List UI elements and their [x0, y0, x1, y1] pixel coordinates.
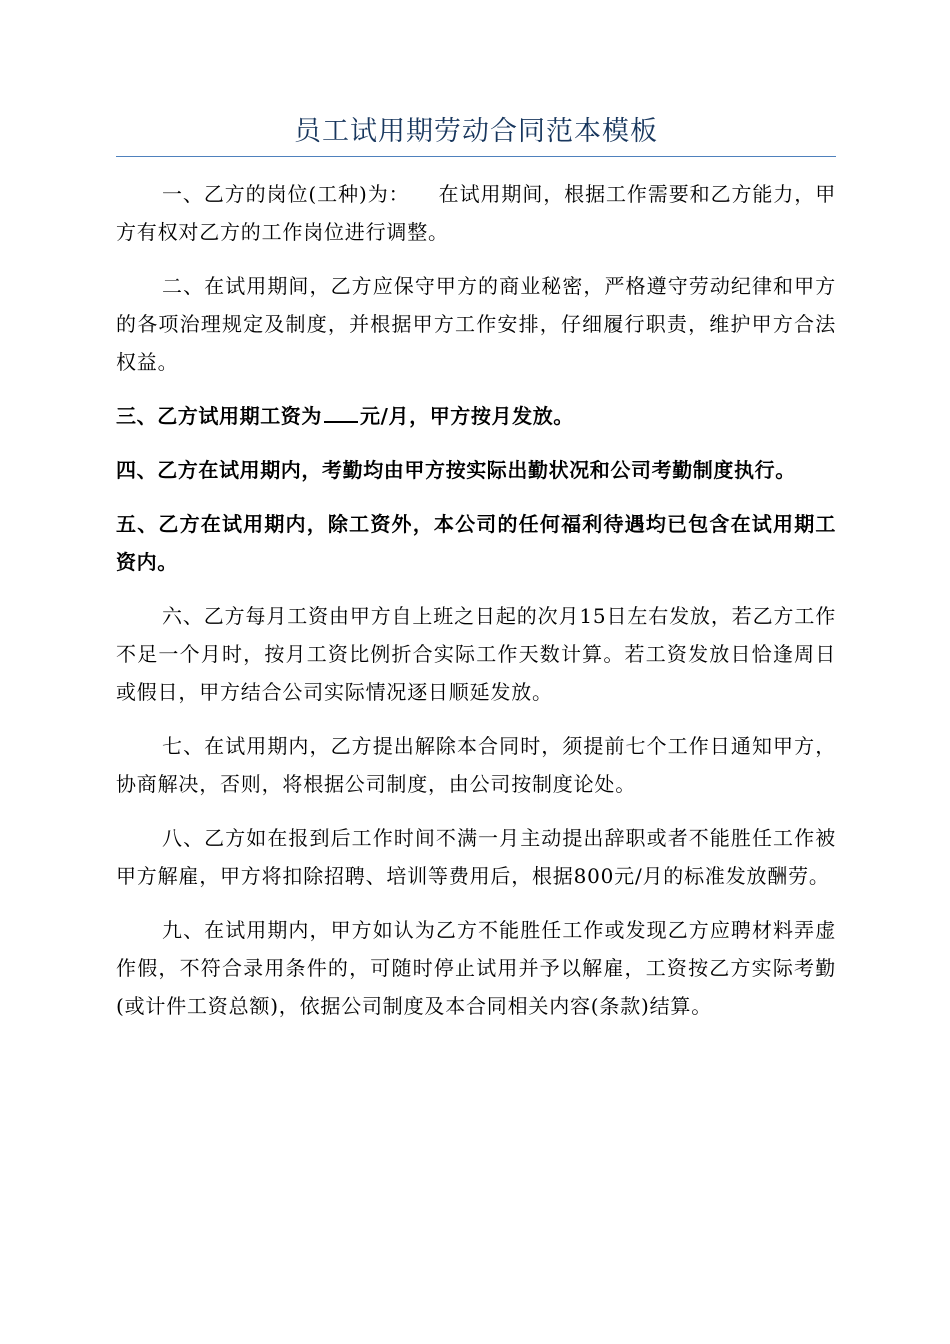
- clause-7: 七、在试用期内，乙方提出解除本合同时，须提前七个工作日通知甲方，协商解决，否则，将根据公司制度，由公司按制度论处。: [116, 734, 836, 796]
- clause-3-start: 三、乙方试用期工资为: [116, 404, 322, 428]
- document-title: 员工试用期劳动合同范本模板: [294, 116, 658, 147]
- clause-5: 五、乙方在试用期内，除工资外，本公司的任何福利待遇均已包含在试用期工资内。: [116, 512, 836, 574]
- clause-1: 一、乙方的岗位(工种)为： 在试用期间，根据工作需要和乙方能力，甲方有权对乙方的工作岗位进行调整。: [116, 182, 836, 244]
- clause-9: 九、在试用期内，甲方如认为乙方不能胜任工作或发现乙方应聘材料弄虚作假，不符合录用条件的，可随时停止试用并予以解雇，工资按乙方实际考勤(或计件工资总额)，依据公司制度及本合同相关内容(条款)结算。: [116, 918, 836, 1018]
- clause-8: 八、乙方如在报到后工作时间不满一月主动提出辞职或者不能胜任工作被甲方解雇，甲方将扣除招聘、培训等费用后，根据800元/月的标准发放酬劳。: [116, 826, 836, 888]
- salary-blank-line: [324, 420, 358, 423]
- document-body: [116, 175, 836, 1025]
- clause-2: 二、在试用期间，乙方应保守甲方的商业秘密，严格遵守劳动纪律和甲方的各项治理规定及制度，并根据甲方工作安排，仔细履行职责，维护甲方合法权益。: [116, 274, 836, 374]
- title-block: [116, 114, 836, 157]
- clause-3-end: 元/月，甲方按月发放。: [360, 404, 574, 428]
- document-page: [116, 0, 836, 1041]
- clause-3: [116, 397, 836, 435]
- clause-6: 六、乙方每月工资由甲方自上班之日起的次月15日左右发放，若乙方工作不足一个月时，按月工资比例折合实际工作天数计算。若工资发放日恰逢周日或假日，甲方结合公司实际情况逐日顺延发放。: [116, 604, 836, 704]
- clause-4: 四、乙方在试用期内，考勤均由甲方按实际出勤状况和公司考勤制度执行。: [116, 458, 796, 482]
